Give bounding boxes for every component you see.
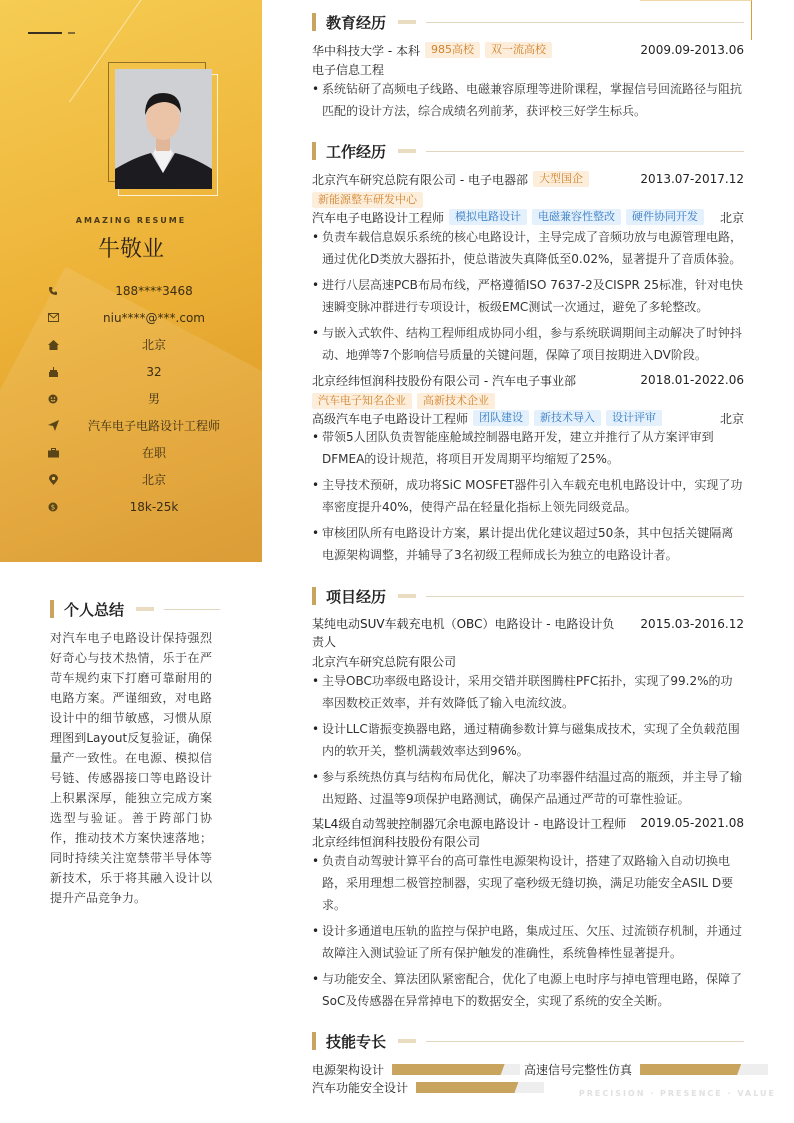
job-role: 汽车电子电路设计工程师 [312,210,445,225]
list-item: • 系统钻研了高频电子线路、电磁兼容原理等进阶课程，掌握信号回流路径与阻抗匹配的设计方法，综合成绩名列前茅，获评校三好学生标兵。 [312,78,744,122]
project-date: 2015.03-2016.12 [640,617,744,631]
age-text: 32 [146,364,162,379]
email-text: niu****@***.com [103,310,205,325]
info-email [46,304,242,331]
role-tag: 新技术导入 [534,410,601,426]
skills-section-header [312,1030,744,1052]
section-divider [426,1041,744,1042]
svg-text:$: $ [50,503,56,512]
section-mini-bar [398,594,416,598]
summary-text: 对汽车电子电路设计保持强烈好奇心与技术热情，乐于在严苛车规约束下打磨可靠耐用的电路方案。严谨细致，对电路设计中的细节敏感，习惯从原理图到Layout反复验证，确保量产一致性。在电源、模拟信号链、传感器接口等电路设计上积累深厚，能独立完成方案选型与验证。善于跨部门协作，推动技术方案快速落地；同时持续关注宽禁带半导体等新技术，乐于将其融入设计以提升产品竞争力。 [50,631,212,905]
company-name: 北京经纬恒润科技股份有限公司 - 汽车电子事业部 [312,373,576,388]
job-role-row [312,208,744,226]
project-company: 北京经纬恒润科技股份有限公司 [312,834,481,849]
list-item: • 参与系统热仿真与结构布局优化，解决了功率器件结温过高的瓶颈，并主导了输出短路、过温等9项保护电路测试，确保产品通过严苛的可靠性验证。 [312,766,744,810]
info-age [46,358,242,385]
role-tag: 设计评审 [606,410,662,426]
section-divider [426,596,744,597]
skill-bar [392,1064,520,1075]
phone-text: 188****3468 [115,283,193,298]
list-item: • 与功能安全、算法团队紧密配合，优化了电源上电时序与掉电管理电路，保障了SoC及传感器在异常掉电下的数据安全，实现了系统的安全关断。 [312,968,744,1012]
education-title: 教育经历 [326,13,387,32]
skill-bar-fill [640,1064,741,1075]
location-text: 北京 [141,473,166,487]
list-item: • 进行八层高速PCB布局布线，严格遵循ISO 7637-2及CISPR 25标准，针对电快速瞬变脉冲群进行专项设计，板级EMC测试一次通过，避免了多轮整改。 [312,274,744,318]
project-header-row [312,814,744,832]
list-item: • 设计多通道电压轨的监控与保护电路，集成过压、欠压、过流锁存机制，并通过故障注入测试验证了所有保护触发的准确性，系统鲁棒性显著提升。 [312,920,744,964]
project-name: 某L4级自动驾驶控制器冗余电源电路设计 - 电路设计工程师 [312,816,627,831]
footer-motto: PRECISION · PRESENCE · VALUE [578,1089,776,1098]
work-title: 工作经历 [326,142,387,161]
project-company-row [312,832,744,850]
job-date: 2013.07-2017.12 [640,172,744,186]
project-bullets [312,670,744,814]
projects-section-header [312,585,744,607]
info-salary [46,493,242,520]
dept-tag: 汽车电子知名企业 [312,393,412,409]
skill-bar [640,1064,768,1075]
sidebar-header [0,0,262,562]
section-mini-bar [398,20,416,24]
work-section-header [312,140,744,162]
list-item: • 带领5人团队负责智能座舱域控制器电路开发，建立并推行了从方案评审到DFMEA的设计规范，将项目开发周期平均缩短了25%。 [312,426,744,470]
salary-text: 18k-25k [129,499,179,514]
decor-dash-small [68,32,75,34]
email-icon [46,311,60,325]
education-major-row [312,60,744,78]
role-tag: 电磁兼容性整改 [532,209,621,225]
tagline: AMAZING RESUME [75,216,187,225]
education-header-row [312,41,744,59]
section-marker [50,600,54,618]
job-dept-row [312,392,744,410]
info-home [46,331,242,358]
home-icon [46,338,60,352]
summary-title: 个人总结 [64,600,125,619]
skill-bar-fill [392,1064,505,1075]
info-position [46,412,242,439]
job-city: 北京 [719,210,744,225]
dept-tag: 高新技术企业 [417,393,495,409]
summary-section-header [50,598,220,620]
info-gender [46,385,242,412]
skill-name: 高速信号完整性仿真 [524,1063,633,1077]
info-phone [46,277,242,304]
list-item: • 负责车载信息娱乐系统的核心电路设计，主导完成了音频功放与电源管理电路，通过优化D类放大器拓扑，使总谐波失真降低至0.02%，显著提升了音质体验。 [312,226,744,270]
job-role: 高级汽车电子电路设计工程师 [312,411,469,426]
job-city: 北京 [719,411,744,426]
skill-name: 汽车功能安全设计 [312,1081,409,1095]
school-name: 华中科技大学 - 本科 [312,43,420,58]
section-mini-bar [398,149,416,153]
home-text: 北京 [141,338,166,352]
list-item: • 设计LLC谐振变换器电路，通过精确参数计算与磁集成技术，实现了全负载范围内的软开关，整机满载效率达到96%。 [312,718,744,762]
list-item: • 主导技术预研，成功将SiC MOSFET器件引入车载充电机电路设计中，实现了功率密度提升40%，使得产品在轻量化指标上领先同级竞品。 [312,474,744,518]
company-tag: 大型国企 [533,171,589,187]
job-role-row [312,409,744,427]
section-mini-bar [136,607,154,611]
education-date: 2009.09-2013.06 [640,43,744,57]
info-status [46,439,242,466]
section-marker [312,142,316,160]
education-bullets [312,78,744,126]
school-tag: 985高校 [425,42,480,58]
salary-icon [46,500,60,514]
info-location [46,466,242,493]
gender-text: 男 [147,392,160,406]
job-bullets [312,426,744,570]
section-marker [312,1032,316,1050]
skills-title: 技能专长 [326,1032,387,1051]
major: 电子信息工程 [312,62,385,77]
project-bullets [312,850,744,1016]
skill-bar [416,1082,544,1093]
section-marker [312,587,316,605]
project-date: 2019.05-2021.08 [640,816,744,830]
education-section-header [312,11,744,33]
job-dept-row [312,191,744,209]
send-icon [46,419,60,433]
section-mini-bar [398,1039,416,1043]
contact-info-list [46,277,242,520]
job-bullets [312,226,744,370]
job-date: 2018.01-2022.06 [640,373,744,387]
phone-icon [46,284,60,298]
age-icon [46,365,60,379]
skill-item [312,1079,544,1096]
school-tag: 双一流高校 [485,42,552,58]
job-header-row [312,170,744,188]
section-marker [312,13,316,31]
project-company: 北京汽车研究总院有限公司 [312,654,457,669]
skill-item [312,1061,520,1078]
project-company-row [312,652,744,670]
list-item: • 审核团队所有电路设计方案，累计提出优化建议超过50条，其中包括关键隔离电源架构调整，并辅导了3名初级工程师成长为独立的电路设计者。 [312,522,744,566]
skill-bar-fill [416,1082,518,1093]
project-name: 某纯电动SUV车载充电机（OBC）电路设计 - 电路设计负责人 [312,617,615,649]
projects-title: 项目经历 [326,587,387,606]
section-divider [426,22,744,23]
gender-icon [46,392,60,406]
role-tag: 硬件协同开发 [626,209,704,225]
section-divider [426,151,744,152]
company-name: 北京汽车研究总院有限公司 - 电子电器部 [312,172,528,187]
project-header-row [312,615,744,651]
candidate-name: 牛敬业 [97,237,164,262]
position-text: 汽车电子电路设计工程师 [87,419,220,433]
skill-name: 电源架构设计 [312,1063,385,1077]
skill-item [524,1061,768,1078]
location-icon [46,473,60,487]
role-tag: 团队建设 [473,410,529,426]
decor-dash [28,32,62,34]
status-text: 在职 [141,446,166,460]
list-item: • 负责自动驾驶计算平台的高可靠性电源架构设计，搭建了双路输入自动切换电路，采用理想二极管控制器，实现了毫秒级无缝切换，满足功能安全ASIL D要求。 [312,850,744,916]
role-tag: 模拟电路设计 [449,209,527,225]
list-item: • 与嵌入式软件、结构工程师组成协同小组，参与系统联调期间主动解决了时钟抖动、地弹等7个影响信号质量的关键问题，保障了项目按期进入DV阶段。 [312,322,744,366]
briefcase-icon [46,446,60,460]
section-divider [164,609,220,610]
dept-tag: 新能源整车研发中心 [312,192,423,208]
avatar [115,69,212,189]
job-header-row [312,371,744,389]
list-item: • 主导OBC功率级电路设计，采用交错并联图腾柱PFC拓扑，实现了99.2%的功率因数校正效率，并有效降低了输入电流纹波。 [312,670,744,714]
